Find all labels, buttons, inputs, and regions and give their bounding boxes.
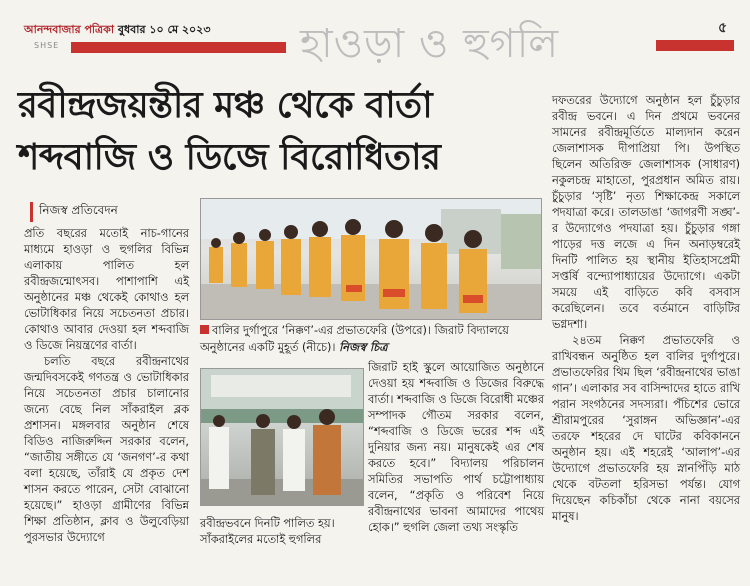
school-event-illustration xyxy=(201,369,363,505)
paragraph: রবীন্দ্রভবনে দিনটি পালিত হয়। সাঁকরাইলের মতোই হুগলির xyxy=(200,517,335,546)
photo-caption xyxy=(200,322,540,356)
photo-credit: নিজস্ব চিত্র xyxy=(339,341,388,354)
paragraph: প্রতি বছরের মতোই নাচ-গানের মাধ্যমে হাওড়া ও হুগলির বিভিন্ন এলাকায় পালিত হল রবীন্দ্রজন্মোৎসব। পাশাপাশি এই অনুষ্ঠানের মঞ্চ থেকেই কোথাও হল ভোটাধিকার নিয়ে সচেতনতা প্রচার। কোথাও আবার দেওয়া হল শব্দবাজি ও ডিজে নিয়ন্ত্রণের বার্তা। xyxy=(24,227,189,352)
caption-text: বালির দুর্গাপুরে ‘নিক্কণ’-এর প্রভাতফেরি (উপরে)। জিরাট বিদ্যালয়ে অনুষ্ঠানের একটি মুহূর্ত (নীচে)। xyxy=(200,324,509,354)
byline: নিজস্ব প্রতিবেদন xyxy=(30,202,189,222)
caption-marker xyxy=(200,325,209,334)
paragraph: চলতি বছরে রবীন্দ্রনাথের জন্মদিবসকেই গণতন্ত্র ও ভোটাধিকার নিয়ে সচেতনতা প্রচার চালানোর জন্যে বেছে নিল সাঁকরাইল ব্লক প্রশাসন। মঙ্গলবার অনুষ্ঠান শেষে বিডিও নাজিরুদ্দিন সরকার বলেন, “জাতীয় সঙ্গীতে যে ‘জনগণ’-র কথা বলা হয়েছে, তাঁরাই যে প্রকৃত দেশ শাসন করতে পারেন, সেটা বোঝানো হয়েছে।” হাওড়া গ্রামীণের বিভিন্ন শিক্ষা প্রতিষ্ঠান, ক্লাব ও উলুবেড়িয়া পুরসভার উদ্যোগে xyxy=(24,355,189,544)
headline-line-2: শব্দবাজি ও ডিজে বিরোধিতার xyxy=(18,137,441,178)
headline-line-1: রবীন্দ্রজয়ন্তীর মঞ্চ থেকে বার্তা xyxy=(18,85,433,126)
article-column-2 xyxy=(200,516,365,548)
paragraph: দফতরের উদ্যোগে অনুষ্ঠান হল চুঁচুড়ার রবীন্দ্র ভবনে। এ দিন প্রথমে ভবনের সামনের রবীন্দ্রমূর্তিতে মাল্যদান করেন জেলাশাসক দীপাপ্রিয়া পি। উপস্থিত ছিলেন অতিরিক্ত জেলাশাসক (সাধারণ) নকুলচন্দ্র মাহাতো, পুরপ্রধান অমিত রায়। চুঁচুড়ার ‘সৃষ্টি’ নৃত্য শিক্ষাকেন্দ্র সকালে পদযাত্রা করে। তালডাঙা ‘জাগরণী সঙ্ঘ’-র উদ্যোগেও পদযাত্রা হয়। চুঁচুড়ার গঙ্গা পাড়ের দত্ত লজে এ দিন অনাড়ম্বরেই দিনটি পালিত হয় স্থানীয় ইতিহাসপ্রেমী সপ্তর্ষি বন্দ্যোপাধ্যায়ের উদ্যোগে। একটা সময়ে এই বাড়িতে কবি বসবাস করেছিলেন। তবে বর্তমানে বাড়িটির ভগ্নদশা। xyxy=(552,94,740,331)
page-number: ৫ xyxy=(718,20,728,36)
school-event-photo xyxy=(200,368,364,506)
procession-illustration xyxy=(201,199,541,319)
article-column-3 xyxy=(368,360,544,536)
procession-photo xyxy=(200,198,542,320)
issue-date: বুধবার ১০ মে ২০২৩ xyxy=(117,23,211,36)
article-column-4 xyxy=(552,93,740,525)
masthead xyxy=(16,16,740,67)
masthead-dateline xyxy=(24,21,210,40)
paragraph: ২৪তম নিক্কণ প্রভাতফেরি ও রাখিবন্ধন অনুষ্ঠিত হল বালির দুর্গাপুরে।প্রভাতফেরির থিম ছিল ‘রবীন্দ্রনাথের ভাঙা গান’। এলাকার সব বাসিন্দাদের হাতে রাখি পরান সংগঠনের সদস্যরা। পঁচিশের ভোরে শ্রীরামপুরের ‘সুরাঙ্গন অভিজ্ঞান’-এর তরফে শহরের দে ঘাটের কবিকাননে অনুষ্ঠান হয়। এই শহরেই ‘আলাপ’-এর উদ্যোগে প্রভাতফেরি হয় স্নানপিঁড়ি মাঠ থেকে বটতলা হরিসভা পর্যন্ত। যোগ দিয়েছেন কচিকাঁচা থেকে নানা বয়সের মানুষ। xyxy=(552,334,740,523)
section-title: হাওড়া ও হুগলি xyxy=(300,21,560,67)
article-column-1 xyxy=(24,226,189,546)
masthead-bar-right xyxy=(656,40,734,51)
newspaper-name: আনন্দবাজার পত্রিকা xyxy=(24,23,115,36)
masthead-bar-left xyxy=(71,42,286,53)
headline xyxy=(18,80,546,184)
paragraph: জিরাট হাই স্কুলে আয়োজিত অনুষ্ঠানে দেওয়া হয় শব্দবাজি ও ডিজের বিরুদ্ধে বার্তা। শব্দবাজি ও ডিজে বিরোধী মঞ্চের সম্পাদক গৌতম সরকার বলেন, “শব্দবাজি ও ডিজে ভরের শব্দ এই দুনিয়ার জন্য নয়। মানুষকেই এর শেষ করতে হবে।” বিদ্যালয় পরিচালন সমিতির সভাপতি পার্থ চট্টোপাধ্যায় বলেন, “প্রকৃতি ও পরিবেশ নিয়ে রবীন্দ্রনাথের ভাবনা আমাদের পাথেয় হোক।” হুগলি জেলা তথ্য সংস্কৃতি xyxy=(368,361,544,534)
edition-code: SHSE xyxy=(34,41,60,50)
